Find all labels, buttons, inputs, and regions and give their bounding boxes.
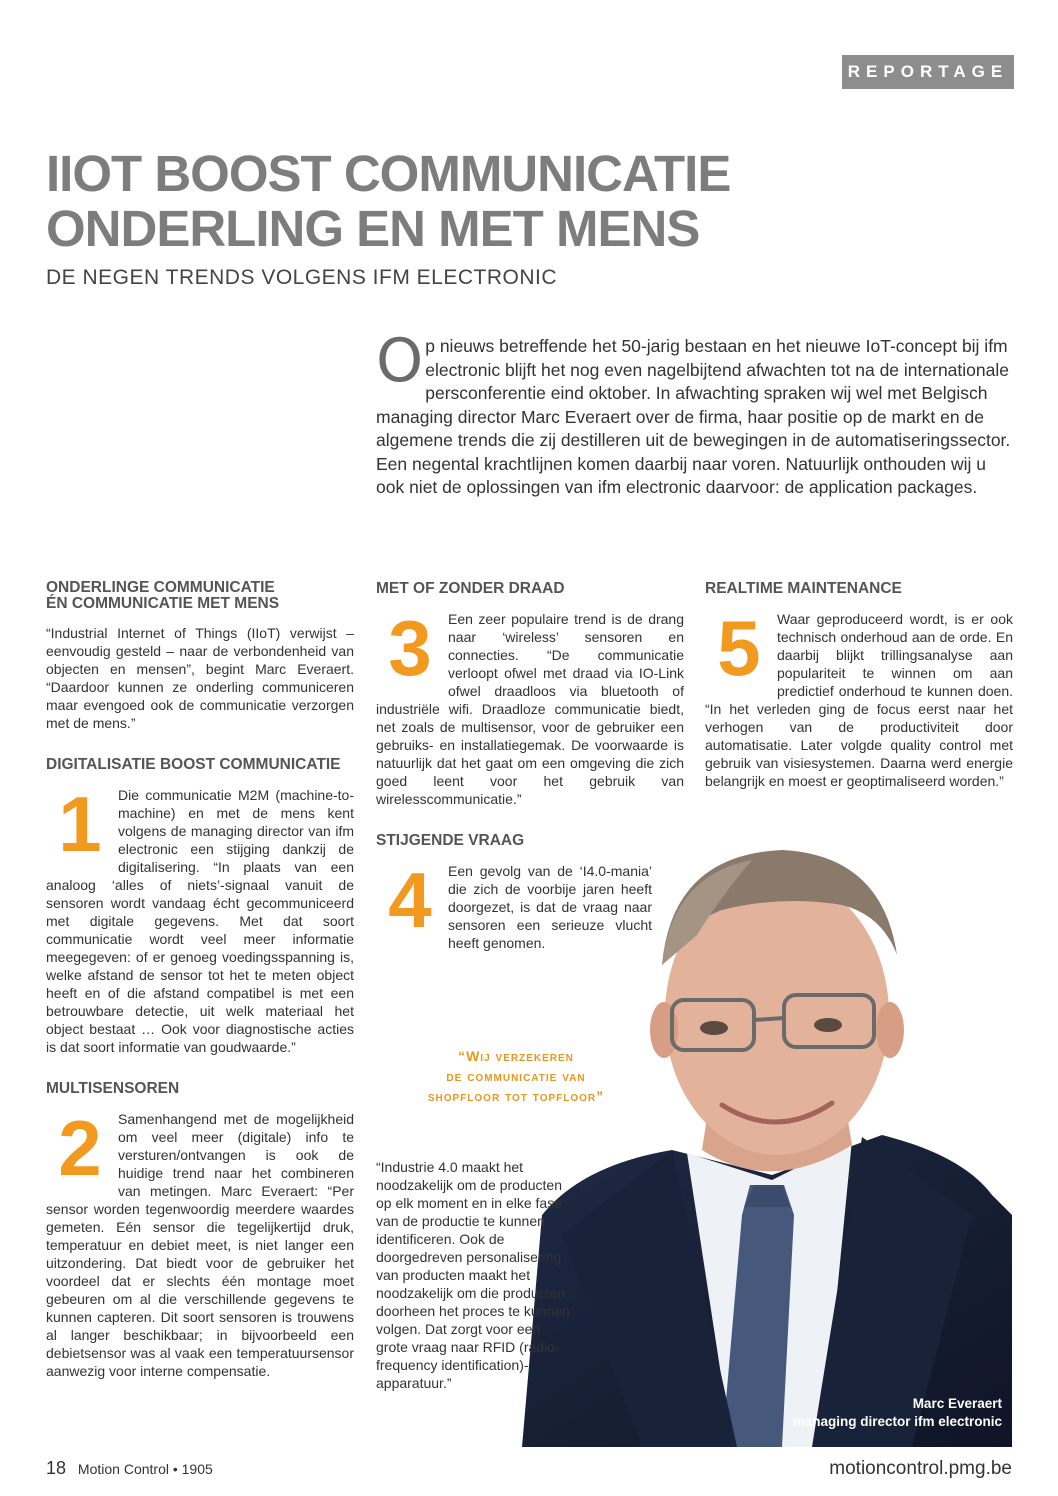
column-1 — [46, 580, 354, 1380]
footer-publication — [46, 1458, 213, 1479]
article-title — [46, 146, 806, 256]
photo-caption — [793, 1395, 1002, 1431]
paragraph-text: Waar geproduceerd wordt, is er ook technisch onderhoud aan de orde. En daarbij blijkt trillingsanalyse aan populariteit te winnen om aan predictief onderhoud te kunnen doen. “In het verleden ging de focus eerst naar het verhogen van de productiviteit door automatisatie. Later volgde quality control met gebruik van visiesystemen. Daarna werd energie belangrijk en moest er geoptimaliseerd worden.” — [705, 611, 1013, 789]
paragraph-text: Samenhangend met de mogelijkheid om veel meer (digitale) info te versturen/ontvangen is ook de huidige trend naar het combineren van metingen. Marc Everaert: “Per sensor worden tegenwoordig meerdere waardes gemeten. Eén sensor die tegelijkertijd druk, temperatuur en debiet meet, is niet langer een uitzondering. Dat biedt voor de gebruiker het voordeel dat er slechts één montage moet gebeuren om al die verschillende gegevens te kunnen capteren. Dit soort sensoren is trouwens al langer beschikbaar; in bijvoorbeeld een debietsensor was al vaak een temperatuursensor aanwezig voor interne compensatie. — [46, 1111, 354, 1379]
heading-stijgende-vraag: STIJGENDE VRAAG — [376, 832, 525, 849]
paragraph-digitalisatie — [46, 780, 354, 1056]
heading-line: ONDERLINGE COMMUNICATIE — [46, 579, 275, 596]
paragraph-rfid: “Industrie 4.0 maakt het noodzakelijk om de producten op elk moment en in elke fase van de productie te kunnen identificeren. Ook de doorgedreven personalisering van producten maakt het noodzakelijk om die producten doorheen het proces te kunnen volgen. Dat zorgt voor een grote vraag naar RFID (radio-frequency identification)-apparatuur.” — [376, 1159, 570, 1391]
paragraph-intro-iiot: “Industrial Internet of Things (IIoT) verwijst – eenvoudig gesteld – naar de verbondenheid van objecten en mensen”, begint Marc Everaert. “Daardoor kunnen ze onderling communiceren maar evengoed ook de communicatie verzorgen met de mens.” — [46, 625, 354, 731]
heading-digitalisatie: DIGITALISATIE BOOST COMMUNICATIE — [46, 756, 341, 773]
pull-quote-line: de communicatie van — [446, 1068, 586, 1084]
heading-multisensoren: MULTISENSOREN — [46, 1080, 180, 1097]
pull-quote-line: “Wij verzekeren — [458, 1048, 574, 1064]
article-subtitle: DE NEGEN TRENDS VOLGENS IFM ELECTRONIC — [46, 266, 558, 289]
trend-number-2: 2 — [58, 1104, 102, 1192]
column-3 — [705, 580, 1013, 790]
intro-text: p nieuws betreffende het 50-jarig bestaan en het nieuwe IoT-concept bij ifm electronic blijft het nog even nagelbijtend afwachten tot na de internationale persconferentie eind oktober. In afwachting spraken wij wel met Belgisch managing director Marc Everaert over de firma, haar positie op de markt en de algemene trends die zij destilleren uit de bewegingen in de automatiseringssector. Een negental krachtlijnen komen daarbij naar voren. Natuurlijk onthouden wij u ook niet de oplossingen van ifm electronic daarvoor: de application packages. — [376, 336, 1011, 497]
intro-dropcap: O — [376, 326, 424, 396]
heading-onderlinge-communicatie — [46, 580, 354, 612]
paragraph-maintenance — [705, 604, 1013, 790]
trend-number-1: 1 — [58, 780, 102, 868]
heading-line: ÉN COMMUNICATIE MET MENS — [46, 595, 280, 612]
heading-realtime-maintenance: REALTIME MAINTENANCE — [705, 580, 902, 597]
paragraph-text: Een zeer populaire trend is de drang naar ‘wireless’ sensoren en connecties. “De communicatie verloopt ofwel met draad via IO-Link ofwel draadloos via bluetooth of industriële wifi. Draadloze communicatie biedt, net zoals de multisensor, voor de gebruiker een gebruiks- en installatiegemak. De voorwaarde is natuurlijk dat het gaat om een omgeving die zich goed leent voor het gebruik van wirelesscommunicatie.” — [376, 611, 684, 807]
title-line-2: ONDERLING EN MET MENS — [46, 200, 700, 257]
heading-met-of-zonder-draad: MET OF ZONDER DRAAD — [376, 580, 565, 597]
trend-number-3: 3 — [388, 604, 432, 692]
paragraph-text: Een gevolg van de ‘I4.0-mania’ die zich de voorbije jaren heeft doorgezet, is dat de vraag naar sensoren een serieuze vlucht heeft genomen. — [448, 863, 652, 951]
footer-website[interactable]: motioncontrol.pmg.be — [829, 1458, 1012, 1479]
intro-paragraph — [376, 326, 1016, 500]
pull-quote-line: shopfloor tot topfloor” — [427, 1088, 605, 1104]
caption-role: managing director ifm electronic — [792, 1414, 1002, 1429]
publication-name: Motion Control • 1905 — [77, 1461, 213, 1477]
paragraph-text: Die communicatie M2M (machine-to-machine) en met de mens kent volgens de managing director van ifm electronic een stijging dankzij de digitalisering. “In plaats van een analoog ‘alles of niets’-signaal vanuit de sensoren wordt vandaag écht gecommuniceerd met digitale gegevens. Met dat soort communicatie wordt veel meer informatie meegegeven: of er genoeg voedingsspanning is, welke afstand de sensor tot het te meten object heeft en of die afstand compatibel is met een betrouwbare detectie, uit welk materiaal het object bestaat … Ook voor diagnostische acties is dat soort informatie van goudwaarde.” — [46, 787, 354, 1055]
page-number: 18 — [46, 1458, 67, 1478]
title-line-1: IIOT BOOST COMMUNICATIE — [46, 145, 731, 202]
paragraph-wireless — [376, 604, 684, 808]
trend-number-4: 4 — [388, 856, 432, 944]
caption-name: Marc Everaert — [912, 1396, 1002, 1411]
trend-number-5: 5 — [717, 604, 761, 692]
column-2-lower — [376, 1158, 574, 1392]
section-tag: REPORTAGE — [842, 55, 1014, 89]
portrait-photo — [522, 835, 1012, 1447]
paragraph-multisensoren — [46, 1104, 354, 1380]
